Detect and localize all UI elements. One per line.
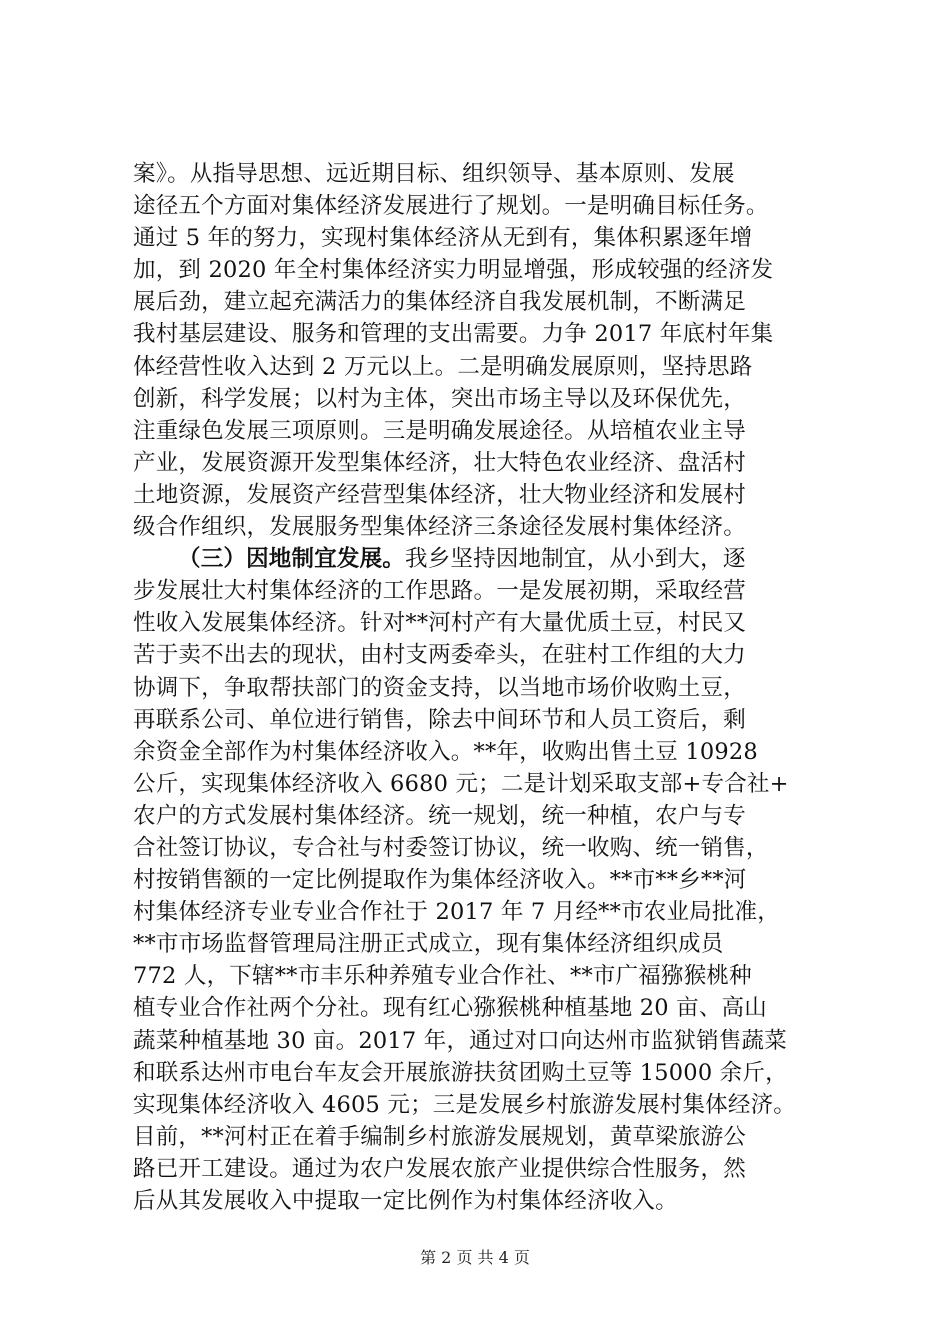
text-line: 协调下，争取帮扶部门的资金支持，以当地市场价收购土豆， (133, 674, 746, 701)
text-line: 展后劲，建立起充满活力的集体经济自我发展机制，不断满足 (133, 289, 746, 316)
text-line: 村集体经济专业专业合作社于 2017 年 7 月经**市农业局批准， (133, 899, 780, 926)
text-line: 创新，科学发展；以村为主体，突出市场主导以及环保优先， (133, 385, 746, 412)
text-line: 实现集体经济收入 4605 元；三是发展乡村旅游发展村集体经济。 (133, 1091, 796, 1118)
text-line: 产业，发展资源开发型集体经济，壮大特色农业经济、盘活村 (133, 449, 746, 476)
text-line: 农户的方式发展村集体经济。统一规划，统一种植，农户与专 (133, 802, 746, 829)
text-line: 案》。从指导思想、远近期目标、组织领导、基本原则、发展 (133, 161, 735, 187)
document-body (133, 158, 833, 1217)
text-line: 性收入发展集体经济。针对**河村产有大量优质土豆，村民又 (133, 610, 747, 637)
text-line: 我村基层建设、服务和管理的支出需要。力争 2017 年底村年集 (133, 321, 774, 348)
text-line: 途径五个方面对集体经济发展进行了规划。一是明确目标任务。 (133, 193, 769, 220)
text-line: 步发展壮大村集体经济的工作思路。一是发展初期，采取经营 (133, 578, 746, 605)
text-line: 加，到 2020 年全村集体经济实力明显增强，形成较强的经济发 (133, 257, 774, 284)
text-line: 后从其发展收入中提取一定比例作为村集体经济收入。 (133, 1188, 678, 1214)
section-3-heading: （三）因地制宜发展。 (178, 546, 406, 573)
text-line: 772 人，下辖**市丰乐种养殖专业合作社、**市广福猕猴桃种 (133, 963, 752, 990)
text-line: 注重绿色发展三项原则。三是明确发展途径。从培植农业主导 (133, 417, 746, 444)
text-line: 合社签订协议，专合社与村委签订协议，统一收购、统一销售， (133, 834, 769, 861)
text-line: 植专业合作社两个分社。现有红心猕猴桃种植基地 20 亩、高山 (133, 995, 767, 1022)
text-line: **市市场监督管理局注册正式成立，现有集体经济组织成员 (133, 931, 724, 958)
text-line: 余资金全部作为村集体经济收入。**年，收购出售土豆 10928 (133, 738, 758, 765)
text-line: 土地资源，发展资产经营型集体经济，壮大物业经济和发展村 (133, 481, 746, 508)
text-line: 目前，**河村正在着手编制乡村旅游发展规划，黄草梁旅游公 (133, 1123, 747, 1150)
text-line: 苦于卖不出去的现状，由村支两委牵头，在驻村工作组的大力 (133, 642, 746, 669)
text-line: 蔬菜种植基地 30 亩。2017 年，通过对口向达州市监狱销售蔬菜 (133, 1027, 787, 1054)
text-line: 和联系达州市电台车友会开展旅游扶贫团购土豆等 15000 余斤， (133, 1059, 788, 1086)
page-number-footer: 第 2 页 共 4 页 (420, 1248, 530, 1267)
section-3-first-line (133, 543, 833, 575)
text-line: 体经营性收入达到 2 万元以上。二是明确发展原则，坚持思路 (133, 353, 753, 380)
text-line: 公斤，实现集体经济收入 6680 元；二是计划采取支部+专合社+ (133, 770, 789, 797)
text-line: 路已开工建设。通过为农户发展农旅产业提供综合性服务，然 (133, 1155, 746, 1182)
text-line: 村按销售额的一定比例提取作为集体经济收入。**市**乡**河 (133, 867, 747, 894)
text-line: 再联系公司、单位进行销售，除去中间环节和人员工资后，剩 (133, 706, 746, 733)
section-3-first-line-text: 我乡坚持因地制宜，从小到大，逐 (405, 546, 746, 573)
text-line: 通过 5 年的努力，实现村集体经济从无到有，集体积累逐年增 (133, 225, 753, 252)
text-line: 级合作组织，发展服务型集体经济三条途径发展村集体经济。 (133, 514, 746, 541)
